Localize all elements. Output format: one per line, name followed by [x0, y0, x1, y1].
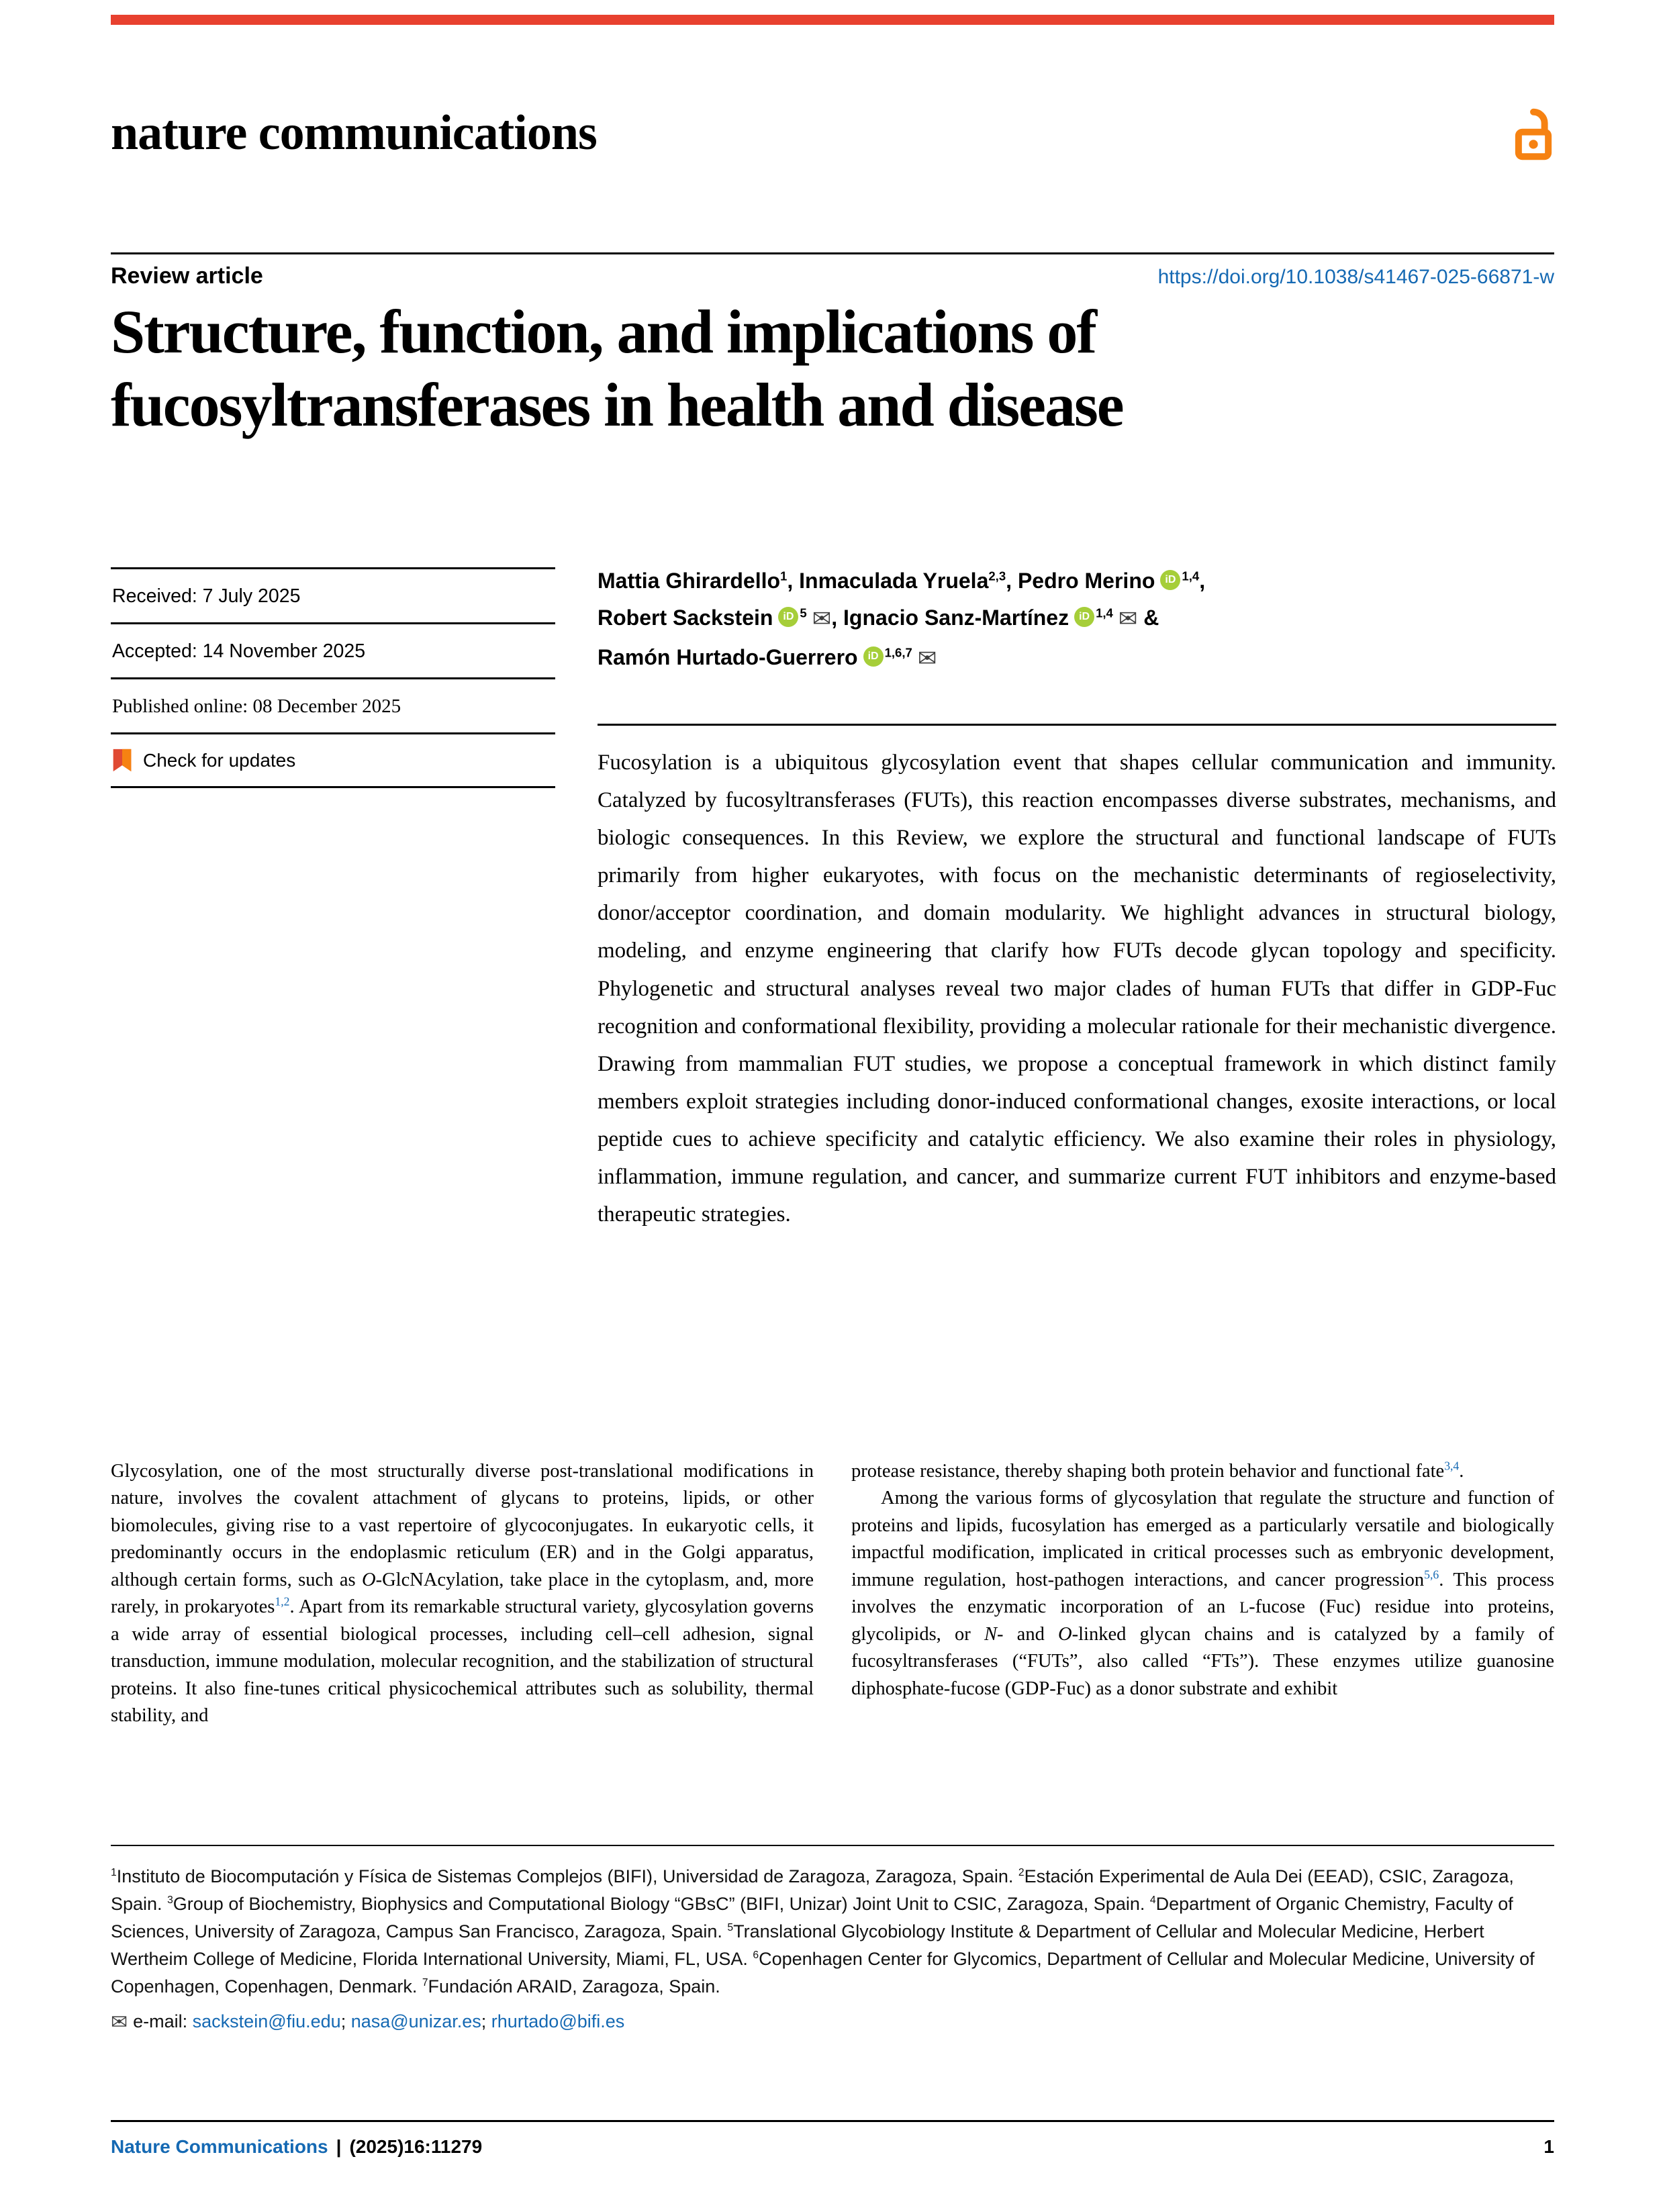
- crossmark-icon: [112, 748, 132, 773]
- footer-citation-number: (2025)16:11279: [349, 2136, 483, 2157]
- mail-icon[interactable]: ✉: [812, 606, 832, 632]
- orcid-icon[interactable]: [778, 607, 798, 627]
- body-paragraph: protease resistance, thereby shaping both protein behavior and functional fate$^{3,4}$.: [851, 1459, 1464, 1482]
- orcid-icon[interactable]: [1160, 570, 1180, 590]
- check-for-updates-button[interactable]: [111, 732, 555, 788]
- footnote-divider: [111, 1845, 1554, 1846]
- footer-citation: [111, 2136, 482, 2158]
- article-type-label: Review article: [111, 263, 263, 289]
- affiliations-text: $^1$Instituto de Biocomputación y Física de Sistemas Complejos (BIFI), Universidad de Zaragoza, Zaragoza, Spain. $^2$Estación Experimental de Aula Dei (EEAD), CSIC, Zaragoza, Spain. $^3$Group of Biochemistry, Biophysics and Computational Biology “GBsC” (BIFI, Unizar) Joint Unit to CSIC, Zaragoza, Spain. $^4$Department of Organic Chemistry, Faculty of Sciences, University of Zaragoza, Campus San Francisco, Zaragoza, Spain. $^5$Translational Glycobiology Institute & Department of Cellular and Molecular Medicine, Herbert Wertheim College of Medicine, Florida International University, Miami, FL, USA. $^6$Copenhagen Center for Glycomics, Department of Cellular and Molecular Medicine, University of Copenhagen, Copenhagen, Denmark. $^7$Fundación ARAID, Zaragoza, Spain.: [111, 1866, 1535, 1997]
- article-type-row: [111, 263, 1554, 289]
- mail-icon[interactable]: ✉: [917, 645, 937, 671]
- body-paragraph: Among the various forms of glycosylation that regulate the structure and function of proteins and lipids, fucosylation has emerged as a particularly versatile and biologically impactful modification, implicated in critical processes such as embryonic development, immune regulation, host-pathogen interactions, and cancer progression$^{5,6}$. This process involves the enzymatic incorporation of an L-fucose (Fuc) residue into proteins, glycolipids, or N- and O-linked glycan chains and is catalyzed by a family of fucosyltransferases (“FUTs”, also called “FTs”). These enzymes utilize guanosine diphosphate-fucose (GDP-Fuc) as a donor substrate and exhibit: [851, 1488, 1555, 1699]
- affiliations-block: [111, 1863, 1554, 2038]
- dates-panel: [111, 567, 555, 788]
- email-sackstein-link[interactable]: sackstein@fiu.edu: [192, 2011, 341, 2032]
- open-access-icon: [1513, 107, 1554, 161]
- footer-divider: [111, 2120, 1554, 2122]
- orcid-icon[interactable]: [863, 646, 884, 667]
- footer-separator: |: [336, 2136, 342, 2157]
- check-for-updates-label: Check for updates: [143, 749, 296, 771]
- article-title: Structure, function, and implications of fucosyltransferases in health and disease: [111, 297, 1123, 439]
- body-paragraph: Glycosylation, one of the most structurally diverse post-translational modifications in nature, involves the covalent attachment of glycans to proteins, lipids, or other biomolecules, giving rise to a vast repertoire of glycoconjugates. In eukaryotic cells, it predominantly occurs in the endoplasmic reticulum (ER) and in the Golgi apparatus, although certain forms, such as O-GlcNAcylation, take place in the cytoplasm, and, more rarely, in prokaryotes$^{1,2}$. Apart from its remarkable structural variety, glycosylation governs a wide array of essential biological processes, including cell–cell adhesion, signal transduction, immune modulation, molecular recognition, and the stabilization of structural proteins. It also fine-tunes critical physicochemical attributes such as solubility, thermal stability, and: [111, 1461, 814, 1727]
- journal-logo: nature communications: [111, 105, 597, 160]
- email-nasa-link[interactable]: nasa@unizar.es: [350, 2011, 481, 2032]
- header-divider: [111, 252, 1554, 254]
- email-icon: ✉: [111, 2011, 128, 2034]
- footer-journal-name: Nature Communications: [111, 2136, 328, 2157]
- body-column-right: [851, 1458, 1554, 1730]
- orcid-icon[interactable]: [1074, 607, 1094, 627]
- brand-color-bar: [111, 15, 1554, 25]
- mail-icon[interactable]: ✉: [1118, 606, 1138, 632]
- author-list: Mattia Ghirardello$^1$, Inmaculada Yruela$^{2,3}$, Pedro Merino iD $^{1,4}$, Robert Sackstein iD $^5$ ✉, Ignacio Sanz-Martínez iD $^{1,4}$ ✉ & Ramón Hurtado-Guerrero iD $^{1,6,7}$ ✉: [598, 563, 1556, 678]
- body-column-left: [111, 1458, 814, 1730]
- abstract-text: Fucosylation is a ubiquitous glycosylation event that shapes cellular communication and immunity. Catalyzed by fucosyltransferases (FUTs), this reaction encompasses diverse substrates, mechanisms, and biologic consequences. In this Review, we explore the structural and functional landscape of FUTs primarily from higher eukaryotes, with focus on the mechanistic determinants of regioselectivity, donor/acceptor coordination, and domain modularity. We highlight advances in structural biology, modeling, and enzyme engineering that clarify how FUTs decode glycan topology and specificity. Phylogenetic and structural analyses reveal two major clades of human FUTs that differ in GDP-Fuc recognition and conformational flexibility, providing a molecular rationale for their mechanistic divergence. Drawing from mammalian FUT studies, we propose a conceptual framework in which distinct family members exploit strategies including donor-induced conformational changes, exosite interactions, or local peptide cues to achieve specificity and catalytic efficiency. We also examine their roles in physiology, inflammation, immune regulation, and cancer, and summarize current FUT inhibitors and enzyme-based therapeutic strategies.: [598, 751, 1556, 1227]
- page-number: 1: [1543, 2136, 1554, 2157]
- body-text: [111, 1458, 1554, 1730]
- abstract-divider: [598, 724, 1556, 726]
- received-date: Received: 7 July 2025: [111, 567, 555, 622]
- email-line: ✉ e-mail: sackstein@fiu.edu; nasa@unizar.es; rhurtado@bifi.es: [111, 2011, 625, 2034]
- published-date: Published online: 08 December 2025: [111, 677, 555, 732]
- email-rhurtado-link[interactable]: rhurtado@bifi.es: [491, 2011, 625, 2032]
- masthead: [111, 106, 1554, 161]
- doi-link[interactable]: https://doi.org/10.1038/s41467-025-66871-w: [1157, 266, 1554, 288]
- page-footer: [111, 2136, 1554, 2158]
- accepted-date: Accepted: 14 November 2025: [111, 622, 555, 677]
